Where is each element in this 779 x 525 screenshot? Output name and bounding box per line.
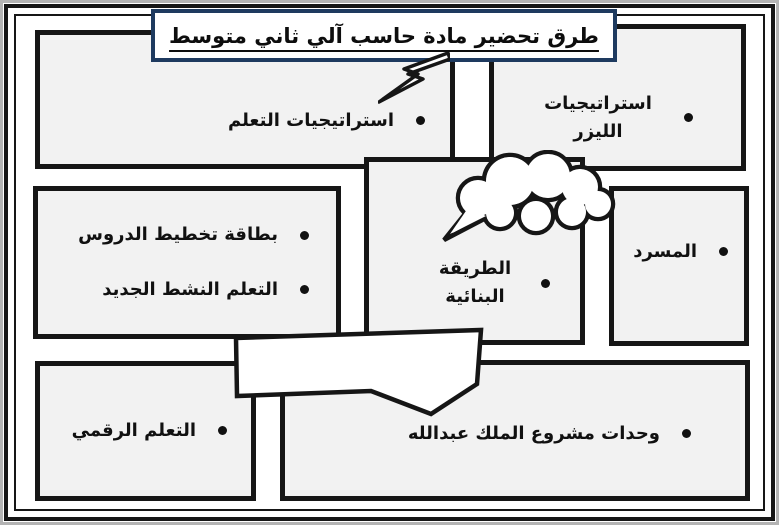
list-item xyxy=(50,107,425,135)
list-item xyxy=(291,420,691,448)
item-label: استراتيجيات الليزر xyxy=(544,92,652,142)
list-item xyxy=(618,238,728,266)
list-item xyxy=(375,255,550,311)
item-label: المسرد xyxy=(633,241,697,263)
item-label: استراتيجيات التعلم xyxy=(227,109,394,131)
list-item xyxy=(500,90,693,146)
page-title: طرق تحضير مادة حاسب آلي ثاني متوسط xyxy=(169,23,599,48)
item-label: التعلم الرقمي xyxy=(71,420,196,442)
bullet-list xyxy=(369,162,580,340)
bullet-icon xyxy=(218,426,227,435)
item-label: وحدات مشروع الملك عبدالله xyxy=(407,422,660,444)
bullet-icon xyxy=(300,231,309,240)
item-label: التعلم النشط الجديد xyxy=(102,278,278,300)
bullet-list xyxy=(285,365,745,496)
bullet-icon xyxy=(416,116,425,125)
bullet-icon xyxy=(719,247,728,256)
box-constructive-method xyxy=(364,157,585,345)
bullet-icon xyxy=(684,113,693,122)
list-item xyxy=(44,417,227,445)
bullet-icon xyxy=(300,285,309,294)
list-item xyxy=(44,276,309,304)
item-label: بطاقة تخطيط الدروس xyxy=(78,224,278,246)
box-glossary xyxy=(609,186,749,346)
list-item xyxy=(44,221,309,249)
box-king-abdullah-units xyxy=(280,360,750,501)
bullet-list xyxy=(38,191,336,334)
box-lesson-planning xyxy=(33,186,341,339)
bullet-list xyxy=(40,366,251,496)
item-label: الطريقة البنائية xyxy=(438,258,512,307)
box-digital-learning xyxy=(35,361,256,501)
bullet-icon xyxy=(541,279,550,288)
bullet-icon xyxy=(682,429,691,438)
title-banner xyxy=(151,9,617,62)
bullet-list xyxy=(614,191,744,341)
